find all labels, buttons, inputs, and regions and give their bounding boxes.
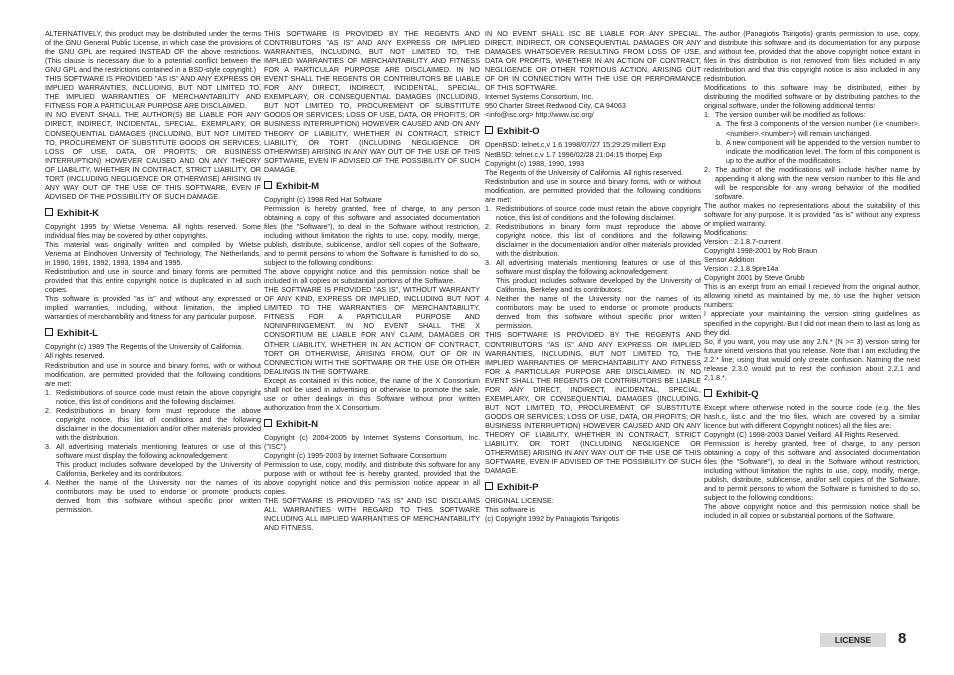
checkbox-square-icon	[45, 208, 53, 216]
paragraph: Permission is hereby granted, free of charge, to any person obtaining a copy of this software and associated documentation files (the "Software"), to deal in the Software without restriction, including without limitation the rights to use, copy, modify, merge, publish, distribute, sublicense, and/or sell copies of the Software, and to permit persons to whom the Software is furnished to do so, subject to the following conditions:	[264, 203, 480, 268]
list-item: 2. Redistributions in binary form must reproduce the above copyright notice, this list of conditions and the following disclaimer in the documentation and/or other materials provided with the distribution.	[485, 221, 701, 259]
paragraph: THIS SOFTWARE IS PROVIDED "AS IS" AND ANY EXPRESS OR IMPLIED WARRANTIES, INCLUDING, BUT NOT LIMITED TO, THE IMPLIED WARRANTIES OF MERCHANTABILITY AND FITNESS FOR A PARTICULAR PURPOSE ARE DISCLAIMED.	[45, 74, 261, 111]
paragraph: NetBSD: telnet.c,v 1.7 1996/02/28 21:04:15 thorpej Exp	[485, 149, 663, 159]
paragraph: The Regents of the University of California. All rights reserved.	[485, 167, 684, 177]
checkbox-square-icon	[264, 181, 272, 189]
paragraph: The author (Panagiotis Tsirigotis) grants permission to use, copy, and distribute this software and its documentation for any purpose and without fee, provided that the above copyright notice extant in files in this distribution is not removed from files included in any redistribution and that this copyright notice is also included in any redistribution.	[704, 29, 920, 84]
exhibit-o-heading	[485, 126, 701, 138]
paragraph: Copyright (c) 2004-2005 by Internet Systems Consortium, Inc. ("ISC")	[264, 432, 480, 451]
paragraph: I appreciate your maintaining the version string guidelines as specified in the copyright. But I did not mean them to last as long as they did.	[704, 309, 920, 337]
list-item: 1. The version number will be modified as follows:	[704, 110, 866, 120]
paragraph: Copyright (C) 1998-2003 Daniel Veillard. All Rights Reserved.	[704, 429, 900, 439]
paragraph: Internet Systems Consortium, Inc.	[485, 92, 594, 102]
section-label: LICENSE	[820, 633, 886, 647]
paragraph: This is an exerpt from an email I recieved from the original author, allowing xinetd as maintained by me, to use the higher version numbers:	[704, 282, 920, 310]
checkbox-square-icon	[704, 389, 712, 397]
paragraph: Copyright (c) 1989 The Regents of the University of California.	[45, 342, 244, 352]
paragraph: Copyright 1998-2001 by Rob Braun	[704, 246, 818, 256]
checkbox-square-icon	[485, 482, 493, 490]
paragraph: The author makes no representations about the suitability of this software for any purpose. It is provided "as is" without any express or implied warranty.	[704, 200, 920, 228]
terms-list	[704, 165, 920, 201]
heading-text: Exhibit-M	[276, 180, 320, 192]
paragraph: Permission to use, copy, modify, and distribute this software for any purpose with or without fee is hereby granted, provided that the above copyright notice and this permission notice appear in all copies.	[264, 460, 480, 497]
column-1	[45, 29, 261, 514]
paragraph: OpenBSD: telnet.c,v 1.6 1998/07/27 15:29:29 millert Exp	[485, 140, 666, 150]
list-item: 1. Redistributions of source code must retain the above copyright notice, this list of conditions and the following disclaimer.	[45, 387, 261, 406]
acknowledgement: This product includes software developed by the University of California, Berkeley and its contributors.	[56, 460, 261, 479]
paragraph: Redistribution and use in source and binary forms are permitted provided that this entire copyright notice is duplicated in all such copies.	[45, 267, 261, 295]
list-item: 2. The author of the modifications will include his/her name by appending it along with the new version number to this file and will be responsible for any wrong behavior of the modified software.	[704, 164, 920, 201]
list-item: 3. All advertising materials mentioning features or use of this software must display the following acknowledgement:	[45, 441, 261, 460]
list-item: a. The first 3 components of the version number (i.e <number>.<number>.<number>) will remain unchanged.	[716, 119, 920, 138]
checkbox-square-icon	[45, 328, 53, 336]
exhibit-n-heading	[264, 419, 480, 431]
exhibit-l-heading	[45, 328, 261, 340]
checkbox-square-icon	[485, 126, 493, 134]
paragraph: THIS SOFTWARE IS PROVIDED BY THE REGENTS AND CONTRIBUTORS "AS IS" AND ANY EXPRESS OR IMPLIED WARRANTIES, INCLUDING, BUT NOT LIMITED TO, THE IMPLIED WARRANTIES OF MERCHANTABILITY AND FITNESS FOR A PARTICULAR PURPOSE ARE DISCLAIMED. IN NO EVENT SHALL THE REGENTS OR CONTRIBUTORS BE LIABLE FOR ANY DIRECT, INDIRECT, INCIDENTAL, SPECIAL, EXEMPLARY, OR CONSEQUENTIAL DAMAGES (INCLUDING, BUT NOT LIMITED TO, PROCUREMENT OF SUBSTITUTE GOODS OR SERVICES; LOSS OF USE, DATA, OR PROFITS; OR BUSINESS INTERRUPTION) HOWEVER CAUSED AND ON ANY THEORY OF LIABILITY, WHETHER IN CONTRACT, STRICT LIABILITY, OR TORT (INCLUDING NEGLIGENCE OR OTHERWISE) ARISING IN ANY WAY OUT OF THE USE OF THIS SOFTWARE, EVEN IF ADVISED OF THE POSSIBILITY OF SUCH DAMAGE.	[485, 330, 701, 476]
list-item: 4. Neither the name of the University nor the names of its contributors may be used to endorse or promote products derived from this software without specific prior written permission.	[485, 294, 701, 331]
paragraph: Copyright (c) 1998 Red Hat Software	[264, 194, 382, 204]
paragraph: All rights reserved.	[45, 351, 105, 361]
list-item: 3. All advertising materials mentioning features or use of this software must display the following acknowledgement:	[485, 258, 701, 277]
paragraph: THIS SOFTWARE IS PROVIDED BY THE REGENTS AND CONTRIBUTORS "AS IS" AND ANY EXPRESS OR IMPLIED WARRANTIES, INCLUDING, BUT NOT LIMITED TO, THE IMPLIED WARRANTIES OF MERCHANTABILITY AND FITNESS FOR A PARTICULAR PURPOSE ARE DISCLAIMED. IN NO EVENT SHALL THE REGENTS OR CONTRIBUTORS BE LIABLE FOR ANY DIRECT, INDIRECT, INCIDENTAL, SPECIAL, EXEMPLARY, OR CONSEQUENTIAL DAMAGES (INCLUDING, BUT NOT LIMITED TO, PROCUREMENT OF SUBSTITUTE GOODS OR SERVICES; LOSS OF USE, DATA, OR PROFITS; OR BUSINESS INTERRUPTION) HOWEVER CAUSED AND ON ANY THEORY OF LIABILITY, WHETHER IN CONTRACT, STRICT LIABILITY, OR TORT (INCLUDING NEGLIGENCE OR OTHERWISE) ARISING IN ANY WAY OUT OF THE USE OF THIS SOFTWARE, EVEN IF ADVISED OF THE POSSIBILITY OF SUCH DAMAGE.	[264, 29, 480, 174]
paragraph: The above copyright notice and this permission notice shall be included in all copies or substantial portions of the Software.	[704, 502, 920, 521]
paragraph: Permission is hereby granted, free of charge, to any person obtaining a copy of this software and associated documentation files (the "Software"), to deal in the Software without restriction, including without limitation the rights to use, copy, modify, merge, publish, distribute, sublicense, and/or sell copies of the Software, and to permit persons to whom the Software is furnished to do so, subject to the following conditions:	[704, 439, 920, 503]
heading-text: Exhibit-O	[497, 126, 540, 138]
paragraph: Except where otherwise noted in the source code (e.g. the files hash.c, list.c and the trio files, which are covered by a similar licence but with different Copyright notices) all the files are:	[704, 402, 920, 430]
paragraph: Copyright (c) 1988, 1990, 1993	[485, 158, 585, 168]
exhibit-m-heading	[264, 181, 480, 193]
heading-text: Exhibit-N	[276, 418, 319, 430]
column-3	[485, 29, 701, 523]
paragraph: Copyright (c) 1995-2003 by Internet Software Consortium	[264, 450, 447, 460]
paragraph: This software is	[485, 505, 535, 515]
page-number: 8	[898, 630, 907, 647]
list-item: 1. Redistributions of source code must retain the above copyright notice, this list of conditions and the following disclaimer.	[485, 203, 701, 222]
paragraph: IN NO EVENT SHALL THE AUTHOR(S) BE LIABLE FOR ANY DIRECT, INDIRECT, INCIDENTAL, SPECIAL, EXEMPLARY, OR CONSEQUENTIAL DAMAGES (INCLUDING, BUT NOT LIMITED TO, PROCUREMENT OF SUBSTITUTE GOODS OR SERVICES; LOSS OF USE, DATA, OR PROFITS; OR BUSINESS INTERRUPTION) HOWEVER CAUSED AND ON ANY THEORY OF LIABILITY, WHETHER IN CONTRACT, STRICT LIABILITY, OR TORT (INCLUDING NEGLIGENCE OR OTHERWISE) ARISING IN ANY WAY OUT OF THE USE OF THIS SOFTWARE, EVEN IF ADVISED OF THE POSSIBILITY OF SUCH DAMAGE.	[45, 110, 261, 201]
paragraph: Redistribution and use in source and binary forms, with or without modification, are permitted provided that the following conditions are met:	[485, 176, 701, 204]
exhibit-q-heading	[704, 389, 920, 401]
heading-text: Exhibit-L	[57, 328, 99, 340]
exhibit-k-heading	[45, 208, 261, 220]
paragraph: The above copyright notice and this permission notice shall be included in all copies or substantial portions of the Software.	[264, 267, 480, 286]
column-4	[704, 29, 920, 520]
conditions-list	[485, 294, 701, 330]
paragraph: So, if you want, you may use any 2.N.* (N >= 3) version string for future xinetd versions that you release. Note that I am excluding the 2.2.* line; using that would only create confusion. Naming the next release 2.3.0 would put to rest the confusion about 2.2.1 and 2.1.8.*.	[704, 336, 920, 382]
terms-sublist	[704, 119, 920, 164]
list-item: b. A new component will be appended to the version number to indicate the modification level. The form of this component is up to the author of the modifications.	[716, 137, 920, 165]
acknowledgement: This product includes software developed by the University of California, Berkeley and its contributors.	[496, 276, 701, 295]
paragraph: 950 Charter Street Redwood City, CA 94063	[485, 101, 626, 111]
paragraph: (c) Copyright 1992 by Panagiotis Tsirigotis	[485, 514, 620, 524]
paragraph: Copyright 1995 by Wietse Venema. All rights reserved. Some individual files may be covered by other copyrights.	[45, 221, 261, 240]
conditions-list	[45, 388, 261, 460]
paragraph: THE SOFTWARE IS PROVIDED "AS IS", WITHOUT WARRANTY OF ANY KIND, EXPRESS OR IMPLIED, INCLUDING BUT NOT LIMITED TO THE WARRANTIES OF MERCHANTABILITY, FITNESS FOR A PARTICULAR PURPOSE AND NONINFRINGEMENT. IN NO EVENT SHALL THE X CONSORTIUM BE LIABLE FOR ANY CLAIM, DAMAGES OR OTHER LIABILITY, WHETHER IN AN ACTION OF CONTRACT, TORT OR OTHERWISE, ARISING FROM, OUT OF OR IN CONNECTION WITH THE SOFTWARE OR THE USE OR OTHER DEALINGS IN THE SOFTWARE.	[264, 285, 480, 376]
list-item: 2. Redistributions in binary form must reproduce the above copyright notice, this list of conditions and the following disclaimer in the documentation and/or other materials provided with the distribution.	[45, 405, 261, 442]
paragraph: Sensor Addition	[704, 255, 755, 265]
paragraph: IN NO EVENT SHALL ISC BE LIABLE FOR ANY SPECIAL, DIRECT, INDIRECT, OR CONSEQUENTIAL DAMAGES OR ANY DAMAGES WHATSOEVER RESULTING FROM LOSS OF USE, DATA OR PROFITS, WHETHER IN AN ACTION OF CONTRACT, NEGLIGENCE OR OTHER TORTIOUS ACTION, ARISING OUT OF OR IN CONNECTION WITH THE USE OR PERFORMANCE OF THIS SOFTWARE.	[485, 29, 701, 93]
paragraph: <info@isc.org> http://www.isc.org/	[485, 110, 594, 120]
heading-text: Exhibit-P	[497, 482, 539, 494]
conditions-list	[485, 204, 701, 276]
paragraph: ALTERNATIVELY, this product may be distributed under the terms of the GNU General Public License, in which case the provisions of the GNU GPL are required INSTEAD OF the above restrictions. (This clause is necessary due to a potential conflict between the GNU GPL and the restrictions contained in a BSD-style copyright.)	[45, 29, 261, 75]
conditions-list	[45, 478, 261, 514]
paragraph: Modifications:	[704, 228, 748, 238]
exhibit-p-heading	[485, 482, 701, 494]
heading-text: Exhibit-K	[57, 207, 100, 219]
paragraph: Modifications to this software may be distributed, either by distributing the modified software or by distributing patches to the original software, under the following additional terms:	[704, 83, 920, 111]
paragraph: This material was originally written and compiled by Wietse Venema at Eindhoven University of Technology, The Netherlands, in 1990, 1991, 1992, 1993, 1994 and 1995.	[45, 239, 261, 268]
paragraph: Copyright 2001 by Steve Grubb	[704, 273, 805, 283]
paragraph: ORIGINAL LICENSE:	[485, 496, 554, 506]
paragraph: Version : 2.1.8.7-current	[704, 237, 781, 247]
paragraph: Except as contained in this notice, the name of the X Consortium shall not be used in advertising or otherwise to promote the sale, use or other dealings in this Software without prior written authorization from the X Consortium.	[264, 375, 480, 412]
paragraph: Version : 2.1.8.9pre14a	[704, 264, 779, 274]
paragraph: This software is provided "as is" and without any expressed or implied warranties, including, without limitation, the implied warranties of merchantibility and fitness for any particular purpose.	[45, 294, 261, 322]
paragraph: Redistribution and use in source and binary forms, with or without modification, are permitted provided that the following conditions are met:	[45, 360, 261, 388]
terms-list	[704, 110, 920, 119]
heading-text: Exhibit-Q	[716, 388, 759, 400]
checkbox-square-icon	[264, 419, 272, 427]
column-2	[264, 29, 480, 532]
list-item: 4. Neither the name of the University nor the names of its contributors may be used to endorse or promote products derived from this software without specific prior written permission.	[45, 478, 261, 515]
paragraph: THE SOFTWARE IS PROVIDED "AS IS" AND ISC DISCLAIMS ALL WARRANTIES WITH REGARD TO THIS SOFTWARE INCLUDING ALL IMPLIED WARRANTIES OF MERCHANTABILITY AND FITNESS.	[264, 496, 480, 533]
